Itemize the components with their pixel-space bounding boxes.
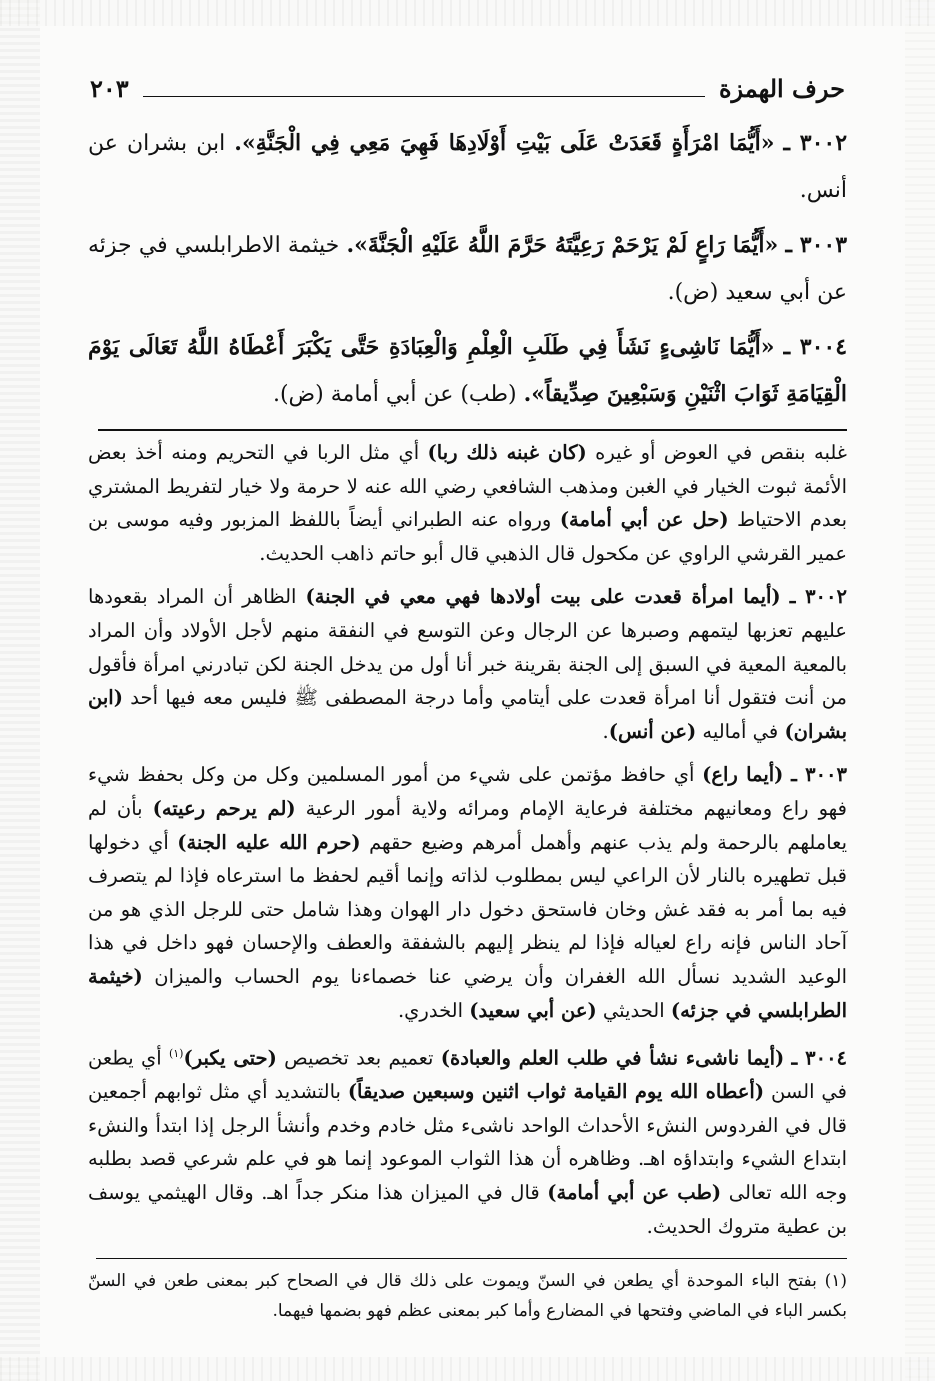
hadith-source: (طب) عن أبي أمامة (ض). <box>272 382 517 407</box>
commentary-quote: (لم يرحم رعيته) <box>152 796 296 820</box>
commentary-quote: (أيما ناشىء نشأ في طلب العلم والعبادة) <box>440 1046 785 1070</box>
commentary-text: بالتشديد أي مثل ثوابهم أجمعين قال في الفردوس النشء الأحداث الواحد ناشىء مثل خادم وخدم وأنشأ الرجل إذا ابتدأ والنشء ابتداع الشيء وابتداؤه اهـ. وظاهره أن هذا الثواب الموعود إنما هو في علم شرعي قصد بطلبه وجه الله تعالى <box>88 1080 847 1204</box>
commentary-text: بأن لم يعاملهم بالرحمة ولم يذب عنهم وأهمل أمرهم وضيع حقهم <box>88 796 847 854</box>
footnote <box>88 1266 847 1326</box>
commentary-text: أي دخولها قبل تطهيره بالنار لأن الراعي ليس بمطلوب لذاته وإنما أقيم لحفظ ما استرعاه فإذا لم يتصرف فيه بما أمر به فقد غش وخان فاستحق دخول دار الهوان وهذا شامل حتى للرجل الذي هو من آحاد الناس فإنه راع لعياله فإذا لم ينظر إليهم بالشفقة والعطف والإحسان فهو داخل في هذا الوعيد الشديد نسأل الله الغفران وأن يرضي عنا خصماءنا يوم الحساب والميزان <box>88 830 847 988</box>
commentary-text: . <box>602 719 609 743</box>
commentary-paragraph <box>88 758 847 1027</box>
commentary-text: أي حافظ مؤتمن على شيء من أمور المسلمين وكل من وكل بحفظ شيء فهو راع ومعانيهم مختلفة فرعاية الإمام ومرائه ولاية أمور الرعية <box>88 763 847 820</box>
commentary-quote: (ابن بشران) <box>88 686 847 743</box>
footnote-marker[interactable]: (١) <box>168 1047 184 1061</box>
commentary-paragraph <box>88 1037 847 1243</box>
commentary <box>88 436 847 1253</box>
hadith-item <box>88 222 847 316</box>
hadith-text: «أَيُّمَا رَاعٍ لَمْ يَرْحَمْ رَعِيَّتَهُ حَرَّمَ اللَّهُ عَلَيْهِ الْجَنَّةَ». <box>346 232 779 258</box>
footnote-text: (١) بفتح الباء الموحدة أي يطعن في السنّ ويموت على ذلك قال في الصحاح كبر بمعنى طعن في السنّ بكسر الباء في الماضي وفتحها في المضارع وأما كبر بمعنى عظم فهو بضمها فيهما. <box>88 1271 847 1321</box>
hadith-source: خيثمة الاطرابلسي في جزئه عن أبي سعيد (ض). <box>88 233 847 305</box>
commentary-text: ورواه عنه الطبراني أيضاً باللفظ المزبور وفيه موسى بن عمير القرشي الراوي عن مكحول قال الذهبي قال أبو حاتم ذاهب الحديث. <box>88 508 847 565</box>
commentary-number: ٣٠٠٤ ـ <box>791 1046 848 1070</box>
commentary-quote: (أيما امرأة قعدت على بيت أولادها فهي معي في الجنة) <box>305 585 781 609</box>
commentary-quote: (أيما راع) <box>702 763 784 787</box>
commentary-paragraph <box>88 580 847 748</box>
running-header <box>90 70 845 106</box>
hadith-list <box>88 120 847 426</box>
commentary-text: الظاهر أن المراد بقعودها عليهم تعزبها ليتمهم وصبرها عن الرجال وعن التوسع في النفقة منهم لأجل الأولاد وأن المراد بالمعية المعية في السبق إلى الجنة بقرينة خبر أنا أول من يدخل الجنة لكن تبادرني امرأة فأقول من أنت فتقول أنا امرأة قعدت على أيتامي وأما درجة المصطفى ﷺ فليس معه فيها أحد <box>88 585 847 710</box>
hadith-number: ٣٠٠٢ ـ <box>783 130 848 156</box>
commentary-text: غلبه بنقص في العوض أو غيره <box>595 441 847 464</box>
commentary-paragraph <box>88 436 847 570</box>
commentary-quote: (طب عن أبي أمامة) <box>547 1180 722 1204</box>
commentary-quote: (خيثمة الطرابلسي في جزئه) <box>88 964 847 1022</box>
hadith-source: ابن بشران عن أنس. <box>88 131 847 203</box>
footnote-divider <box>96 1258 847 1259</box>
scan-edge-top <box>0 0 935 26</box>
header-rule <box>143 96 705 97</box>
commentary-text: الحديثي <box>602 998 665 1022</box>
hadith-number: ٣٠٠٤ ـ <box>783 334 848 360</box>
commentary-quote: (حل عن أبي أمامة) <box>559 508 729 532</box>
commentary-text: في أماليه <box>702 719 779 743</box>
commentary-text: تعميم بعد تخصيص <box>284 1046 434 1070</box>
section-divider <box>98 429 847 431</box>
commentary-number: ٣٠٠٣ ـ <box>791 763 848 787</box>
commentary-quote: (أعطاه الله يوم القيامة ثواب اثنين وسبعين صديقاً) <box>347 1080 765 1104</box>
scan-edge-right <box>905 0 935 1381</box>
commentary-text: الخدري. <box>397 998 464 1022</box>
page-title: حرف الهمزة <box>718 73 845 103</box>
page-number: ٢٠٣ <box>90 73 129 103</box>
commentary-quote: (عن أنس) <box>608 719 697 743</box>
commentary-quote: (حرم الله عليه الجنة) <box>177 830 361 854</box>
hadith-text: «أَيُّمَا امْرَأَةٍ قَعَدَتْ عَلَى بَيْتِ أَوْلَادِهَا فَهِيَ مَعِي فِي الْجَنَّةِ». <box>234 130 775 156</box>
commentary-quote: (حتى يكبر) <box>183 1046 277 1070</box>
commentary-quote: (كان غبنه ذلك ربا) <box>427 441 587 464</box>
commentary-text: أي يطعن في السن <box>88 1046 847 1104</box>
scan-edge-left <box>0 0 40 1381</box>
hadith-item <box>88 324 847 418</box>
scan-edge-bottom <box>0 1357 935 1381</box>
hadith-text: «أَيُّمَا نَاشِىءٍ نَشَأَ فِي طَلَبِ الْعِلْمِ وَالْعِبَادَةِ حَتَّى يَكْبَرَ أَعْطَاهُ اللَّهُ تَعَالَى يَوْمَ الْقِيَامَةِ ثَوَابَ اثْنَيْنِ وَسَبْعِينَ صِدِّيقاً». <box>88 334 847 407</box>
hadith-item <box>88 120 847 214</box>
commentary-quote: (عن أبي سعيد) <box>469 998 597 1022</box>
commentary-text: أي مثل الربا في التحريم ومنه أخذ بعض الأئمة ثبوت الخيار في الغبن ومذهب الشافعي رضي الله عنه لا حرمة ولا خيار لتفريط المشتري بعدم الاحتياط <box>88 441 847 532</box>
commentary-number: ٣٠٠٢ ـ <box>789 585 847 609</box>
commentary-text: قال في الميزان هذا منكر جداً اهـ. وقال الهيثمي يوسف بن عطية متروك الحديث. <box>88 1180 847 1238</box>
hadith-number: ٣٠٠٣ ـ <box>785 232 848 258</box>
